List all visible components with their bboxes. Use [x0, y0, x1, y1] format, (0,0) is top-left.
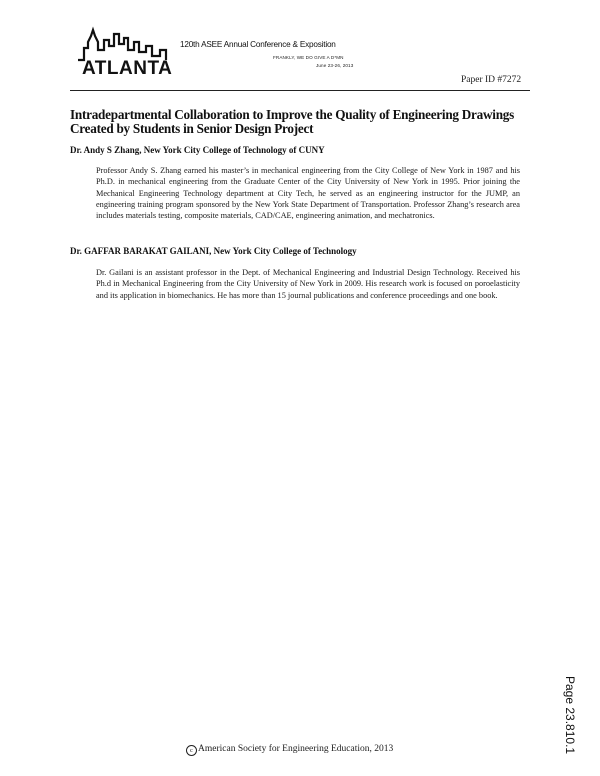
author-name-line: Dr. Andy S Zhang, New York City College of Technology of CUNY: [70, 145, 325, 155]
header-divider: [70, 90, 530, 91]
author-name-line: Dr. GAFFAR BARAKAT GAILANI, New York City College of Technology: [70, 246, 357, 256]
copyright-footer: [186, 744, 393, 756]
atlanta-skyline-icon: [76, 22, 186, 62]
conference-date: June 23-26, 2013: [316, 63, 354, 68]
copyright-icon: c: [186, 745, 197, 756]
conference-tagline: FRANKLY, WE DO GIVE A D*MN: [273, 55, 344, 60]
copyright-text: American Society for Engineering Education, 2013: [198, 744, 394, 754]
paper-id: Paper ID #7272: [461, 75, 522, 85]
conference-title: 120th ASEE Annual Conference & Exposition: [180, 40, 336, 49]
logo-wordmark: ATLANTA: [82, 58, 173, 79]
author-biography: Dr. Gailani is an assistant professor in the Dept. of Mechanical Engineering and Industrial Design Technology. Received his Ph.d in Mechanical Engineering from the City University of New York in 2009. His research work is focused on poroelasticity and its application in biomechanics. He has more than 15 journal publications and conference proceedings and one book.: [96, 268, 520, 300]
page-number-stamp: Page 23.810.1: [563, 676, 577, 755]
paper-title: Intradepartmental Collaboration to Improve the Quality of Engineering Drawings Created by Students in Senior Design Project: [70, 107, 515, 136]
author-biography: Professor Andy S. Zhang earned his master’s in mechanical engineering from the City College of New York in 1987 and his Ph.D. in mechanical engineering from the Graduate Center of the City University of New York in 1995. Prior joining the Mechanical Engineering Technology department at City Tech, he served as an engineering instructor for the JUMP, an engineering training program sponsored by the New York State Department of Transportation. Professor Zhang’s research area includes materials testing, composite materials, CAD/CAE, engineering animation, and mechatronics.: [96, 166, 520, 221]
conference-logo: [76, 22, 186, 80]
